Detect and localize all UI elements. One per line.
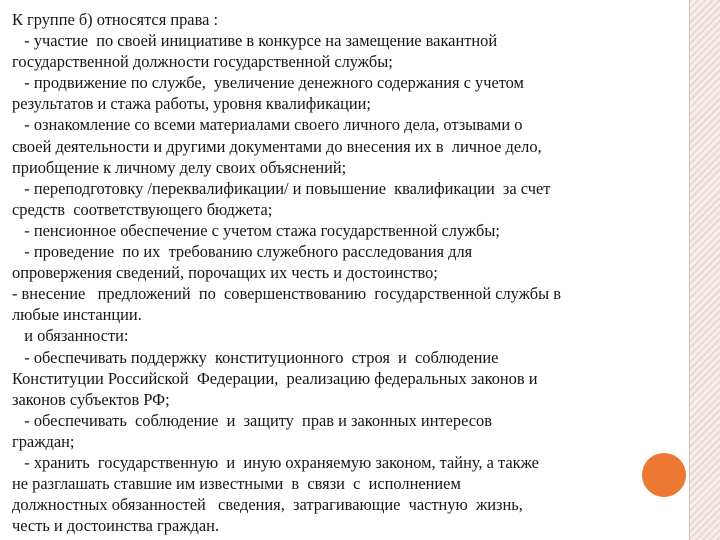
text-line: должностных обязанностей сведения, затрагивающие частную жизнь,	[12, 495, 523, 515]
slide-body-text	[12, 9, 696, 540]
text-line: граждан;	[12, 431, 75, 451]
text-line: средств соответствующего бюджета;	[12, 199, 273, 219]
text-line: и обязанности:	[12, 326, 129, 346]
text-line: - переподготовку /переквалификации/ и повышение квалификации за счет	[12, 178, 551, 198]
text-line: законов субъектов РФ;	[12, 389, 170, 409]
text-line: любые инстанции.	[12, 305, 142, 325]
text-line: не разглашать ставшие им известными в связи с исполнением	[12, 474, 461, 494]
text-line: - хранить государственную и иную охраняемую законом, тайну, а также	[12, 452, 539, 472]
text-line: - пенсионное обеспечение с учетом стажа государственной службы;	[12, 220, 500, 240]
text-line: - внесение предложений по совершенствованию государственной службы в	[12, 284, 561, 304]
text-line: государственной должности государственной службы;	[12, 52, 393, 72]
text-line: - ознакомление со всеми материалами своего личного дела, отзывами о	[12, 115, 523, 135]
text-line: - обеспечивать поддержку конституционного строя и соблюдение	[12, 347, 499, 367]
text-line: честь и достоинства граждан.	[12, 516, 220, 536]
text-line: Конституции Российской Федерации, реализацию федеральных законов и	[12, 368, 538, 388]
text-line: - проведение по их требованию служебного расследования для	[12, 242, 473, 262]
text-line: результатов и стажа работы, уровня квалификации;	[12, 94, 371, 114]
text-line: К группе б) относятся права :	[12, 10, 219, 29]
text-line: - продвижение по службе, увеличение денежного содержания с учетом	[12, 73, 524, 93]
text-line: - участие по своей инициативе в конкурсе на замещение вакантной	[12, 31, 498, 51]
text-line: опровержения сведений, порочащих их честь и достоинство;	[12, 263, 438, 283]
text-line: - обеспечивать соблюдение и защиту прав и законных интересов	[12, 410, 492, 430]
text-line: приобщение к личному делу своих объяснений;	[12, 157, 347, 177]
text-line: своей деятельности и другими документами до внесения их в личное дело,	[12, 136, 542, 156]
